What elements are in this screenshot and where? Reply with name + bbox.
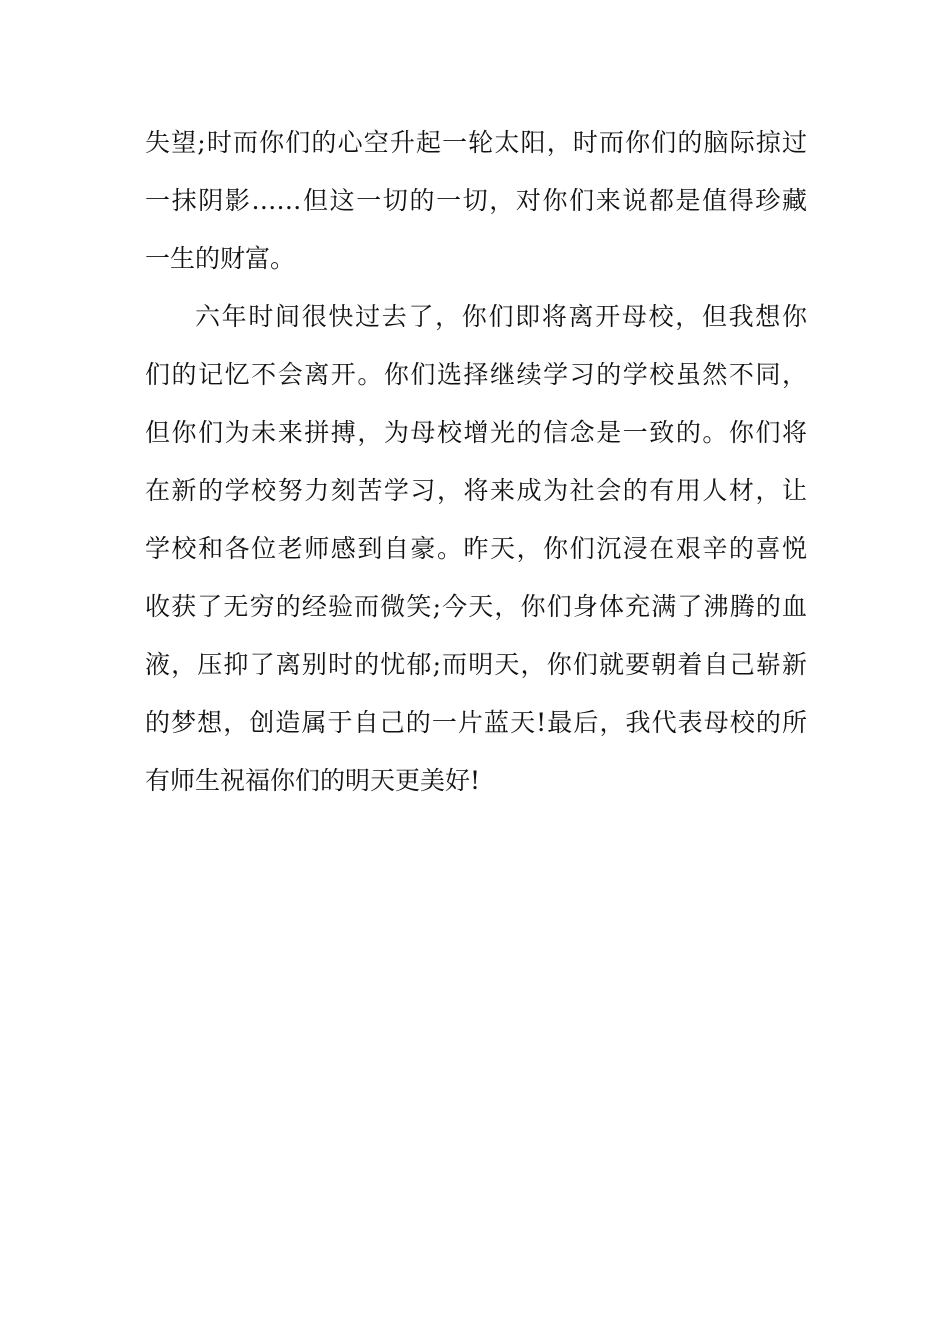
text-line: 在新的学校努力刻苦学习，将来成为社会的有用人材，让 <box>145 476 807 505</box>
text-line: 一生的财富。 <box>145 244 296 273</box>
paragraph-2 <box>145 288 807 810</box>
text-line: 六年时间很快过去了，你们即将离开母校，但我想你 <box>195 302 807 331</box>
text-line: 一抹阴影……但这一切的一切，对你们来说都是值得珍藏 <box>145 186 807 215</box>
text-line: 失望;时而你们的心空升起一轮太阳，时而你们的脑际掠过 <box>145 128 807 157</box>
text-line: 们的记忆不会离开。你们选择继续学习的学校虽然不同， <box>145 360 807 389</box>
text-line: 有师生祝福你们的明天更美好! <box>145 766 481 795</box>
text-line: 液，压抑了离别时的忧郁;而明天，你们就要朝着自己崭新 <box>145 650 807 679</box>
text-line: 的梦想，创造属于自己的一片蓝天!最后，我代表母校的所 <box>145 708 807 737</box>
text-line: 但你们为未来拼搏，为母校增光的信念是一致的。你们将 <box>145 418 807 447</box>
document-body <box>145 114 807 810</box>
text-line: 学校和各位老师感到自豪。昨天，你们沉浸在艰辛的喜悦 <box>145 534 807 563</box>
paragraph-1 <box>145 114 807 288</box>
text-line: 收获了无穷的经验而微笑;今天，你们身体充满了沸腾的血 <box>145 592 807 621</box>
